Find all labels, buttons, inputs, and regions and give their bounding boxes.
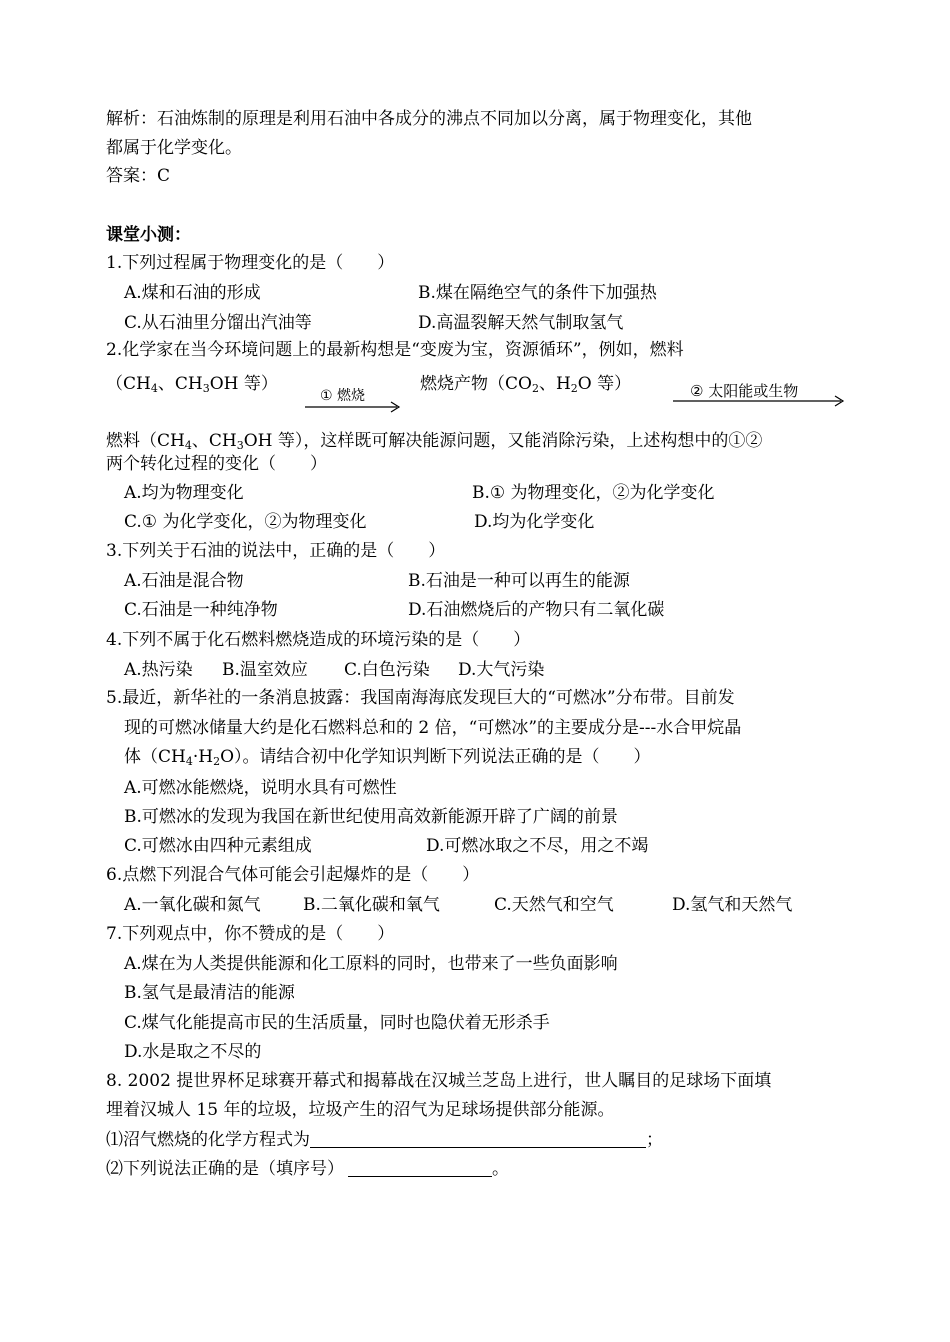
option-c: C.① 为化学变化，②为物理变化 bbox=[124, 512, 367, 532]
question-text: 8. 2002 提世界杯足球赛开幕式和揭幕战在汉城兰芝岛上进行，世人瞩目的足球场下面填 bbox=[106, 1071, 772, 1091]
arrow-right-icon bbox=[305, 400, 405, 414]
section-title: 课堂小测： bbox=[106, 225, 191, 245]
option-d: D.水是取之不尽的 bbox=[124, 1042, 262, 1062]
analysis-line: 都属于化学变化。 bbox=[106, 138, 242, 158]
question-stem: 2.化学家在当今环境问题上的最新构想是“变废为宝，资源循环”，例如，燃料 bbox=[106, 340, 684, 360]
option-c: C.白色污染 bbox=[344, 660, 430, 680]
fill-in-question: ⑵下列说法正确的是（填序号） 。 bbox=[106, 1159, 509, 1179]
answer-blank[interactable] bbox=[348, 1158, 492, 1177]
question-text: 体$(CH_4\cdot H_2O)$。请结合初中化学知识判断下列说法正确的是（ ） bbox=[124, 747, 651, 768]
question-stem: 1.下列过程属于物理变化的是（ ） bbox=[106, 253, 395, 273]
option-a: A.均为物理变化 bbox=[124, 483, 244, 503]
arrow-right-icon bbox=[673, 394, 849, 408]
option-d: D.氢气和天然气 bbox=[672, 895, 793, 915]
question-text: 5.最近，新华社的一条消息披露：我国南海海底发现巨大的“可燃冰”分布带。目前发 bbox=[106, 688, 735, 708]
option-c: C.煤气化能提高市民的生活质量，同时也隐伏着无形杀手 bbox=[124, 1013, 550, 1033]
option-d: D.高温裂解天然气制取氢气 bbox=[418, 313, 624, 333]
arrow-label-solar: ② 太阳能或生物 bbox=[690, 382, 799, 400]
option-b: B.① 为物理变化，②为化学变化 bbox=[472, 483, 715, 503]
arrow-label-combustion: ① 燃烧 bbox=[320, 388, 366, 404]
option-c: C.石油是一种纯净物 bbox=[124, 600, 278, 620]
option-b: B.二氧化碳和氧气 bbox=[303, 895, 440, 915]
product-formula: 燃烧产物（$CO_2$、$H_2O$ 等） bbox=[420, 374, 632, 395]
option-a: A.一氧化碳和氮气 bbox=[124, 895, 261, 915]
answer-text: 答案：C bbox=[106, 166, 171, 186]
question-stem: 4.下列不属于化石燃料燃烧造成的环境污染的是（ ） bbox=[106, 630, 531, 650]
option-d: D.石油燃烧后的产物只有二氧化碳 bbox=[408, 600, 665, 620]
option-b: B.石油是一种可以再生的能源 bbox=[408, 571, 630, 591]
question-stem: 6.点燃下列混合气体可能会引起爆炸的是（ ） bbox=[106, 865, 480, 885]
option-a: A.热污染 bbox=[124, 660, 193, 680]
option-d: D.均为化学变化 bbox=[474, 512, 595, 532]
option-a: A.石油是混合物 bbox=[124, 571, 244, 591]
option-d: D.可燃冰取之不尽，用之不竭 bbox=[426, 836, 649, 856]
fuel-formula: （$CH_4$、$CH_3OH$ 等） bbox=[106, 374, 278, 395]
option-b: B.温室效应 bbox=[222, 660, 308, 680]
option-a: A.可燃冰能燃烧，说明水具有可燃性 bbox=[124, 778, 397, 798]
option-d: D.大气污染 bbox=[458, 660, 545, 680]
answer-blank[interactable] bbox=[310, 1129, 646, 1148]
option-b: B.煤在隔绝空气的条件下加强热 bbox=[418, 283, 657, 303]
option-c: C.可燃冰由四种元素组成 bbox=[124, 836, 312, 856]
option-b: B.可燃冰的发现为我国在新世纪使用高效新能源开辟了广阔的前景 bbox=[124, 807, 618, 827]
question-text: 两个转化过程的变化（ ） bbox=[106, 454, 327, 474]
analysis-line: 解析：石油炼制的原理是利用石油中各成分的沸点不同加以分离，属于物理变化，其他 bbox=[106, 109, 752, 129]
question-stem: 3.下列关于石油的说法中，正确的是（ ） bbox=[106, 541, 446, 561]
question-stem: 7.下列观点中，你不赞成的是（ ） bbox=[106, 924, 395, 944]
option-b: B.氢气是最清洁的能源 bbox=[124, 983, 295, 1003]
question-text: 埋着汉城人 15 年的垃圾，垃圾产生的沼气为足球场提供部分能源。 bbox=[106, 1100, 615, 1120]
question-text: 现的可燃冰储量大约是化石燃料总和的 2 倍，“可燃冰”的主要成分是---水合甲烷晶 bbox=[124, 718, 742, 738]
option-a: A.煤在为人类提供能源和化工原料的同时，也带来了一些负面影响 bbox=[124, 954, 618, 974]
option-a: A.煤和石油的形成 bbox=[124, 283, 261, 303]
fill-in-question: ⑴沼气燃烧的化学方程式为 ； bbox=[106, 1130, 663, 1150]
question-text: 燃料（$CH_4$、$CH_3OH$ 等），这样既可解决能源问题，又能消除污染，上述构想中的①② bbox=[106, 431, 763, 452]
option-c: C.天然气和空气 bbox=[494, 895, 614, 915]
option-c: C.从石油里分馏出汽油等 bbox=[124, 313, 312, 333]
